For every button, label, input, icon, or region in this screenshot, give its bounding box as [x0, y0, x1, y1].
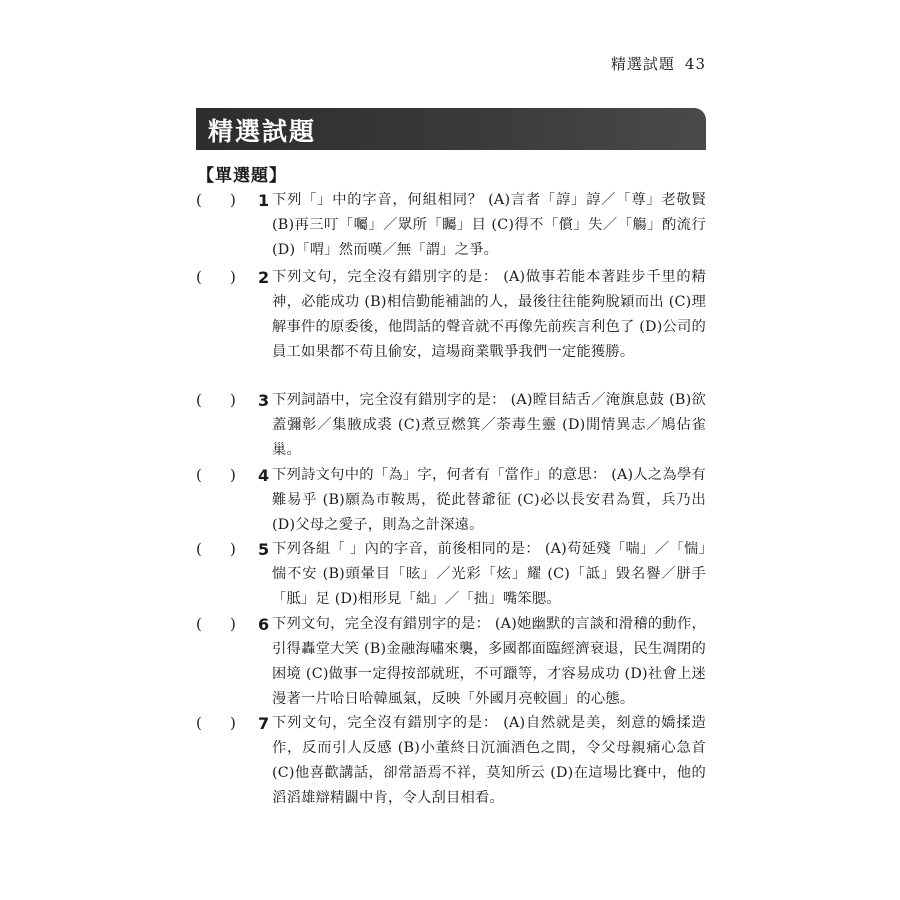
running-head: [611, 53, 706, 74]
question-text: 下列文句，完全沒有錯別字的是： (A)她幽默的言談和滑稽的動作，引得轟堂大笑 (B)金融海嘯來襲，多國都面臨經濟衰退，民生凋閉的困境 (C)做事一定得按部就班，不可躐等，才容易成功 (D)社會上迷漫著一片哈日哈韓風氣，反映「外國月亮較圓」的心態。: [272, 616, 706, 707]
answer-paren-close: ): [230, 268, 236, 286]
question-text: 下列文句，完全沒有錯別字的是： (A)自然就是美，刻意的嬌揉造作，反而引人反感 (B)小董終日沉湎酒色之間，令父母親痛心急首 (C)他喜歡講話，卻常語焉不祥，莫知所云 (D)在這場比賽中，他的滔滔雄辯精闢中肯，令人刮目相看。: [272, 715, 706, 806]
answer-paren-open: (: [196, 268, 202, 286]
question-text: 下列詞語中，完全沒有錯別字的是： (A)瞠目結舌／淹旗息鼓 (B)欲蓋彌彰／集腋成裘 (C)煮豆燃箕／荼毒生靈 (D)閒情異志／鳩佔雀巢。: [272, 392, 706, 458]
answer-paren-open: (: [196, 714, 202, 732]
page-number: 43: [684, 55, 706, 73]
question-number: 6: [258, 615, 270, 634]
answer-paren-open: (: [196, 540, 202, 558]
answer-paren-open: (: [196, 391, 202, 409]
question-number: 1: [258, 191, 270, 210]
question-number: 5: [258, 540, 270, 559]
question-number: 7: [258, 714, 270, 733]
answer-paren-close: ): [230, 191, 236, 209]
answer-paren-close: ): [230, 540, 236, 558]
question-type-heading: 【單選題】: [197, 166, 287, 186]
answer-paren-close: ): [230, 714, 236, 732]
question-text: 下列各組「 」內的字音，前後相同的是： (A)苟延殘「喘」／「惴」惴不安 (B)頭暈目「眩」／光彩「炫」耀 (C)「詆」毀名譽／胼手「胝」足 (D)相形見「絀」／「拙」嘴笨腮。: [272, 541, 706, 607]
answer-paren-open: (: [196, 615, 202, 633]
section-banner: [196, 108, 706, 150]
answer-paren-close: ): [230, 466, 236, 484]
question-number: 3: [258, 391, 270, 410]
question-text: 下列「」中的字音，何組相同？ (A)言者「諄」諄／「尊」老敬賢 (B)再三叮「囑」／眾所「矚」目 (C)得不「償」失／「觴」酌流行 (D)「喟」然而嘆／無「謂」之爭。: [272, 192, 706, 258]
running-head-title: 精選試題: [610, 55, 675, 73]
answer-paren-open: (: [196, 191, 202, 209]
question-text: 下列詩文句中的「為」字，何者有「當作」的意思： (A)人之為學有難易乎 (B)願為市鞍馬，從此替爺征 (C)必以長安君為質，兵乃出 (D)父母之愛子，則為之計深遠。: [272, 467, 706, 533]
question-number: 4: [258, 466, 270, 485]
answer-paren-close: ): [230, 391, 236, 409]
question-text: 下列文句，完全沒有錯別字的是： (A)做事若能本著跬步千里的精神，必能成功 (B)相信勤能補詘的人，最後往往能夠脫穎而出 (C)理解事件的原委後，他問話的聲音就不再像先前疾言利色了 (D)公司的員工如果都不苟且偷安，這場商業戰爭我們一定能獲勝。: [272, 269, 706, 360]
answer-paren-open: (: [196, 466, 202, 484]
section-banner-title: 精選試題: [208, 117, 317, 146]
answer-paren-close: ): [230, 615, 236, 633]
question-number: 2: [258, 268, 270, 287]
